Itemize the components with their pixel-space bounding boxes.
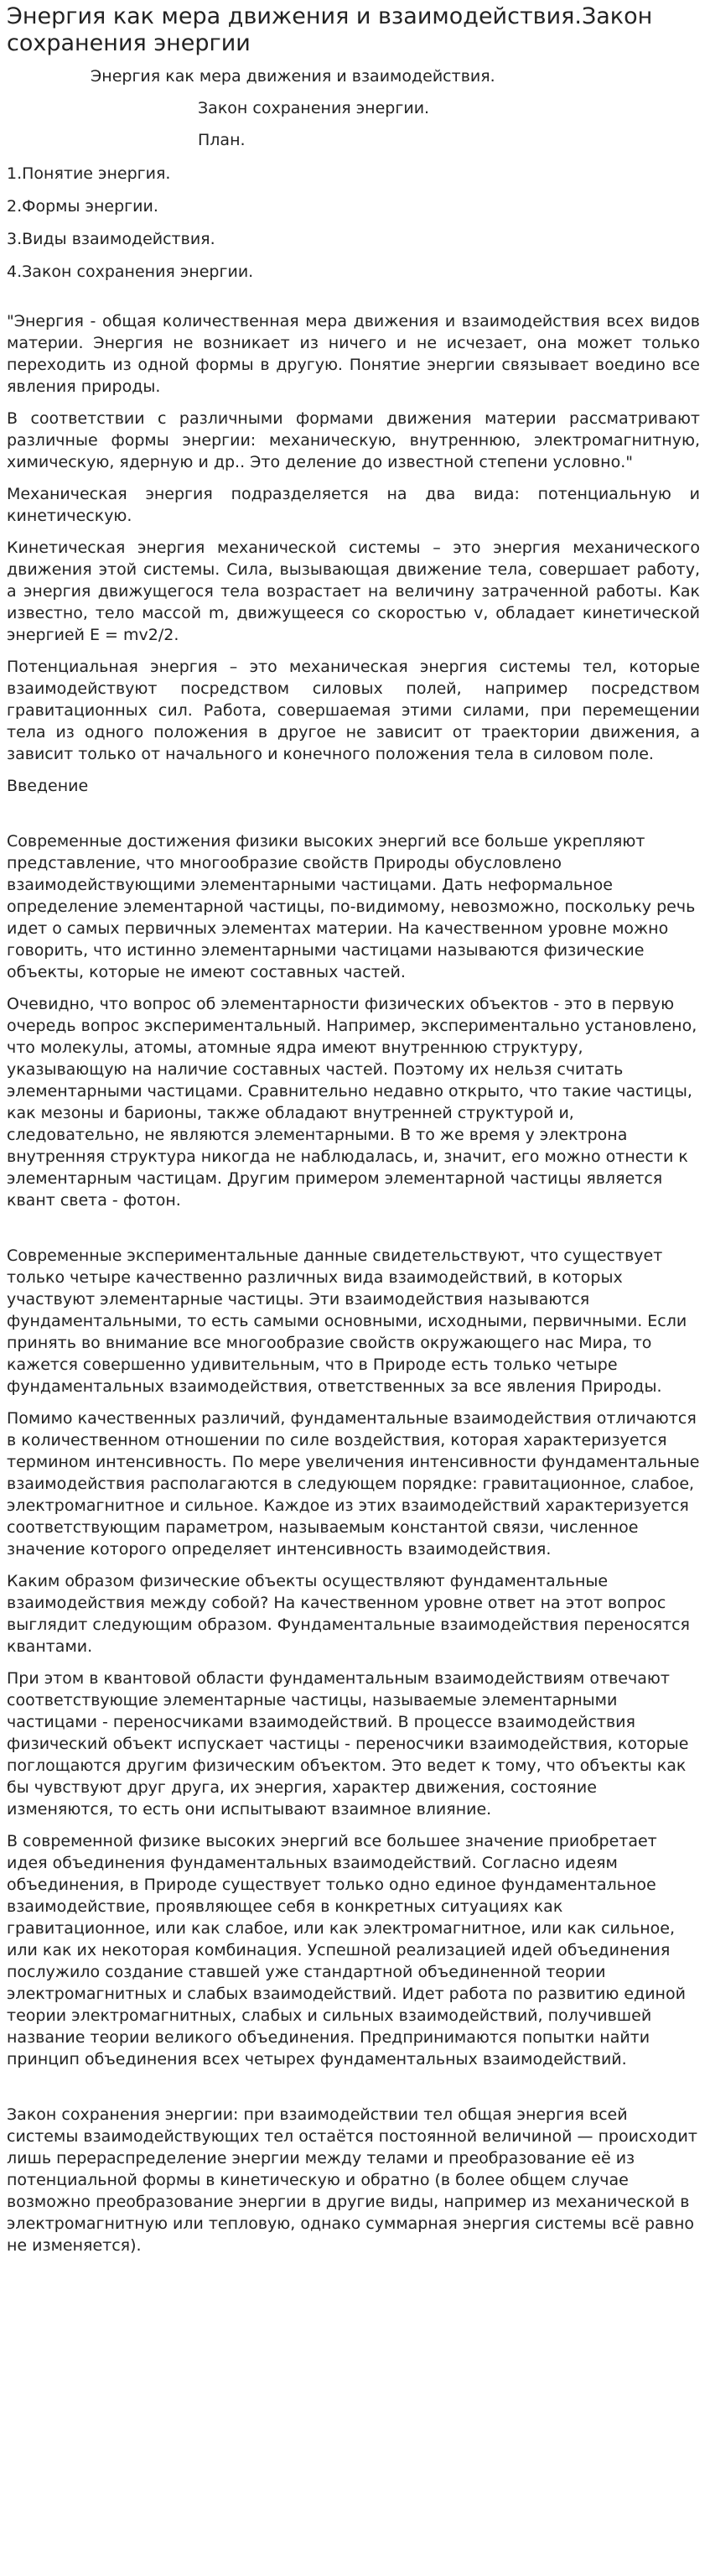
plan-item: 4.Закон сохранения энергии.: [7, 263, 254, 281]
energy-definition-paragraph: "Энергия - общая количественная мера движения и взаимодействия всех видов материи. Энергия не возникает из ничего и не исчезает, она может только переходить из одной формы в другую. Понятие энергии связывает воедино все явления природы.: [7, 312, 700, 396]
quanta-paragraph: Каким образом физические объекты осуществляют фундаментальные взаимодействия между собой? На качественном уровне ответ на этот вопрос выглядит следующим образом. Фундаментальные взаимодействия переносятся квантами.: [7, 1572, 690, 1656]
plan-item: 2.Формы энергии.: [7, 197, 158, 216]
plan-item: 1.Понятие энергия.: [7, 164, 171, 183]
particles-paragraph: Современные достижения физики высоких энергий все больше укрепляют представление, что многообразие свойств Природы обусловлено взаимодействующими элементарными частицами. Дать неформальное определение элементарной частицы, по-видимому, невозможно, поскольку речь идет о самых первичных элементах материи. На качественном уровне можно говорить, что истинно элементарными частицами называются физические объекты, которые не имеют составных частей.: [7, 832, 696, 981]
potential-energy-paragraph: Потенциальная энергия – это механическая энергия системы тел, которые взаимодействуют посредством силовых полей, например посредством гравитационных сил. Работа, совершаемая этими силами, при перемещении тела из одного положения в другое не зависит от траектории движения, а зависит только от начального и конечного положения тела в силовом поле.: [7, 658, 700, 763]
plan-item: 3.Виды взаимодействия.: [7, 230, 215, 248]
conservation-law-paragraph: Закон сохранения энергии: при взаимодействии тел общая энергия всей системы взаимодействующих тел остаётся постоянной величиной — происходит лишь перераспределение энергии между телами и преобразование её из потенциальной формы в кинетическую и обратно (в более общем случае возможно преобразование энергии в другие виды, например из механической в электромагнитную или тепловую, однако суммарная энергия системы всё равно не изменяется).: [7, 2105, 697, 2255]
mechanical-energy-paragraph: Механическая энергия подразделяется на два вида: потенциальную и кинетическую.: [7, 485, 700, 525]
kinetic-energy-paragraph: Кинетическая энергия механической системы – это энергия механического движения этой системы. Сила, вызывающая движение тела, совершает работу, а энергия движущегося тела возрастает на величину затраченной работы. Как известно, тело массой m, движущееся со скоростью v, обладает кинетической энергией E = mv2/2.: [7, 539, 700, 644]
intensity-paragraph: Помимо качественных различий, фундаментальные взаимодействия отличаются в количественном отношении по силе воздействия, которая характеризуется термином интенсивность. По мере увеличения интенсивности фундаментальные взаимодействия располагаются в следующем порядке: гравитационное, слабое, электромагнитное и сильное. Каждое из этих взаимодействий характеризуется соответствующим параметром, называемым константой связи, численное значение которого определяет интенсивность взаимодействия.: [7, 1409, 700, 1559]
unification-paragraph: В современной физике высоких энергий все большее значение приобретает идея объединения фундаментальных взаимодействий. Согласно идеям объединения, в Природе существует только одно единое фундаментальное взаимодействие, проявляющее себя в конкретных ситуациях как гравитационное, или как слабое, или как электромагнитное, или как сильное, или как их некоторая комбинация. Успешной реализацией идей объединения послужило создание ставшей уже стандартной объединенной теории электромагнитных и слабых взаимодействий. Идет работа по развитию единой теории электромагнитных, слабых и сильных взаимодействий, получившей название теории великого объединения. Предпринимаются попытки найти принцип объединения всех четырех фундаментальных взаимодействий.: [7, 1832, 686, 2069]
plan-heading: План.: [198, 131, 246, 149]
carriers-paragraph: При этом в квантовой области фундаментальным взаимодействиям отвечают соответствующие элементарные частицы, называемые элементарными частицами - переносчиками взаимодействий. В процессе взаимодействия физический объект испускает частицы - переносчики взаимодействия, которые поглощаются другим физическим объектом. Это ведет к тому, что объекты как бы чувствуют друг друга, их энергия, характер движения, состояние изменяются, то есть они испытывают взаимное влияние.: [7, 1669, 689, 1819]
plan-list: [7, 161, 700, 284]
law-heading: Закон сохранения энергии.: [198, 99, 430, 117]
interactions-paragraph: Современные экспериментальные данные свидетельствуют, что существует только четыре качественно различных вида взаимодействий, в которых участвуют элементарные частицы. Эти взаимодействия называются фундаментальными, то есть самыми основными, исходными, первичными. Если принять во внимание все многообразие свойств окружающего нас Мира, то кажется совершенно удивительным, что в Природе есть только четыре фундаментальных взаимодействия, ответственных за все явления Природы.: [7, 1246, 687, 1396]
introduction-heading: Введение: [7, 777, 89, 795]
elementarity-paragraph: Очевидно, что вопрос об элементарности физических объектов - это в первую очередь вопрос экспериментальный. Например, экспериментально установлено, что молекулы, атомы, атомные ядра имеют внутреннюю структуру, указывающую на наличие составных частей. Поэтому их нельзя считать элементарными частицами. Сравнительно недавно открыто, что такие частицы, как мезоны и барионы, также обладают внутренней структурой и, следовательно, не являются элементарными. В то же время у электрона внутренняя структура никогда не наблюдалась, и, значит, его можно отнести к элементарным частицам. Другим примером элементарной частицы является квант света - фотон.: [7, 995, 697, 1210]
page-title: Энергия как мера движения и взаимодействия.Закон сохранения энергии: [7, 3, 653, 56]
subtitle-heading: Энергия как мера движения и взаимодействия.: [91, 67, 495, 86]
energy-forms-paragraph: В соответствии с различными формами движения материи рассматривают различные формы энергии: механическую, внутреннюю, электромагнитную, химическую, ядерную и др.. Это деление до известной степени условно.": [7, 409, 700, 471]
document: [0, 3, 710, 2256]
